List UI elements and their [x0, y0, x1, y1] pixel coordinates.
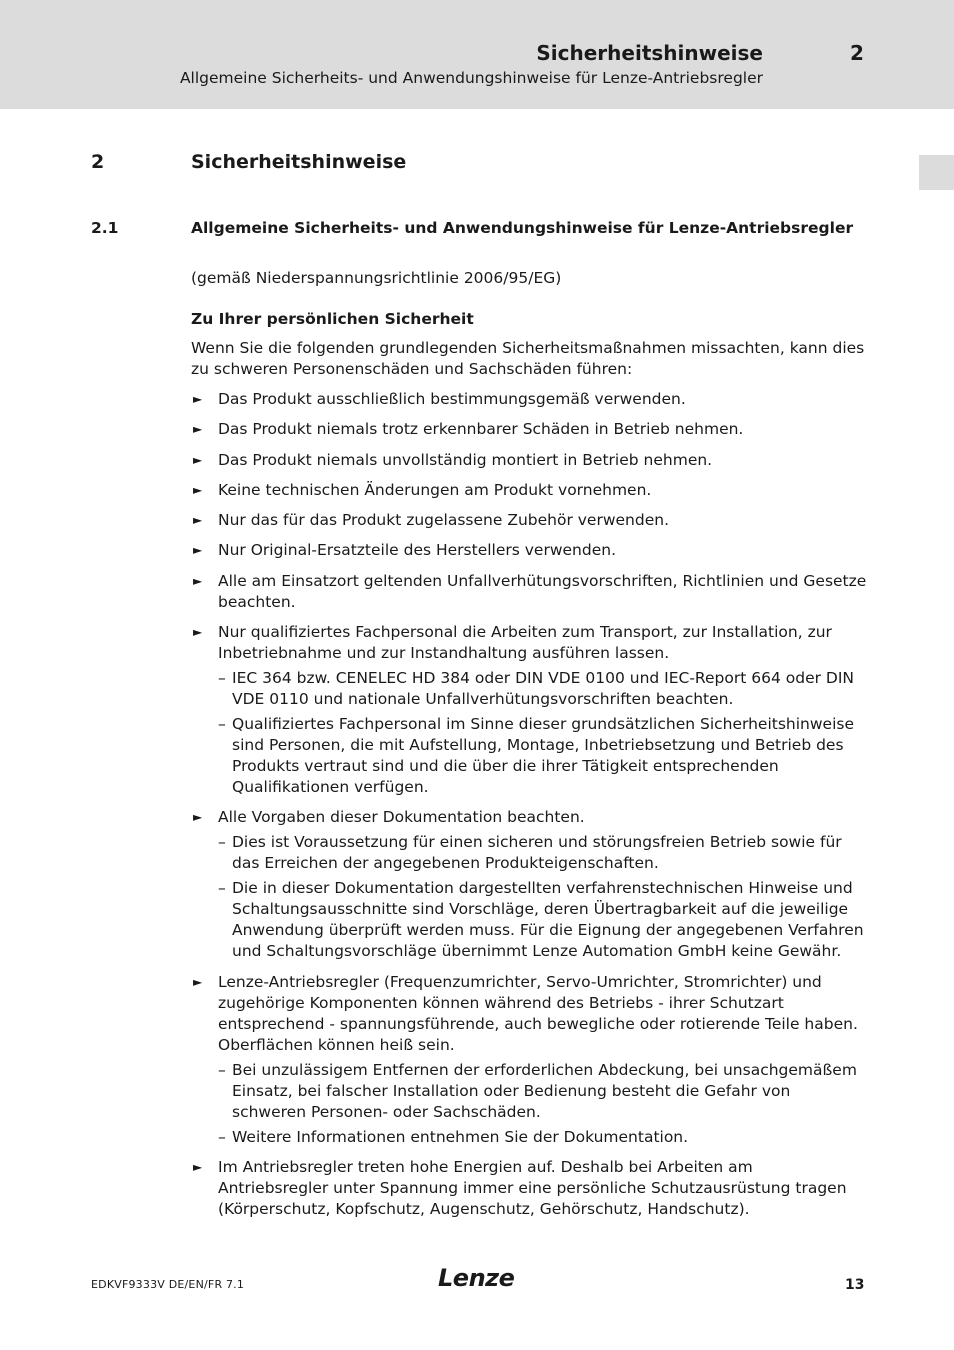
- bullet-text: Nur Original-Ersatzteile des Herstellers verwenden.: [218, 541, 617, 560]
- sub-bullet-list: [218, 1060, 867, 1148]
- directive-note: (gemäß Niederspannungsrichtlinie 2006/95/EG): [191, 269, 562, 287]
- subsection-number: 2.1: [91, 219, 119, 237]
- header-title: Sicherheitshinweise: [536, 41, 763, 65]
- bullet-item: [191, 419, 867, 440]
- bullet-arrow-icon: ►: [193, 810, 203, 825]
- bullet-arrow-icon: ►: [193, 573, 203, 588]
- footer-document-id: EDKVF9333V DE/EN/FR 7.1: [91, 1278, 245, 1291]
- dash-marker: –: [218, 715, 226, 734]
- bullet-arrow-icon: ►: [193, 625, 203, 640]
- bullet-text: Keine technischen Änderungen am Produkt vornehmen.: [218, 480, 652, 499]
- sub-bullet-list: [218, 668, 867, 798]
- dash-marker: –: [218, 1060, 226, 1079]
- bullet-item: [191, 480, 867, 501]
- sub-bullet-text: Qualifiziertes Fachpersonal im Sinne dieser grundsätzlichen Sicherheitshinweise sind Personen, die mit Aufstellung, Montage, Inbetriebsetzung und Betrieb des Produkts vertraut sind und die über die ihrer Tätigkeit entsprechenden Qualifikationen verfügen.: [232, 715, 855, 797]
- body-content: [191, 268, 867, 1229]
- header-chapter-number: 2: [850, 41, 864, 65]
- bullet-arrow-icon: ►: [193, 974, 203, 989]
- header-subtitle: Allgemeine Sicherheits- und Anwendungshinweise für Lenze-Antriebsregler: [179, 69, 763, 87]
- subsection-title: Allgemeine Sicherheits- und Anwendungshinweise für Lenze-Antriebsregler: [191, 219, 854, 237]
- bullet-item: [191, 510, 867, 531]
- sub-bullet-item: [218, 668, 867, 710]
- sub-bullet-item: [218, 714, 867, 798]
- dash-marker: –: [218, 879, 226, 898]
- section-number: 2: [91, 151, 105, 173]
- bullet-item: [191, 972, 867, 1148]
- bullet-item: [191, 1157, 867, 1220]
- sub-bullet-text: Die in dieser Dokumentation dargestellten verfahrenstechnischen Hinweise und Schaltungsausschnitte sind Vorschläge, deren Übertragbarkeit auf die jeweilige Anwendung überprüft werden muss. Für die Eignung der angegebenen Verfahren und Schaltungsvorschläge übernimmt Lenze Automation GmbH keine Gewähr.: [232, 879, 864, 961]
- bullet-item: [191, 389, 867, 410]
- sub-bullet-text: Bei unzulässigem Entfernen der erforderlichen Abdeckung, bei unsachgemäßem Einsatz, bei falscher Installation oder Bedienung besteht die Gefahr von schweren Personen- oder Sachschäden.: [232, 1060, 857, 1121]
- bullet-item: [191, 571, 867, 613]
- bullet-arrow-icon: ►: [193, 452, 203, 467]
- bullet-text: Alle Vorgaben dieser Dokumentation beachten.: [218, 808, 585, 827]
- page-header: [0, 0, 954, 109]
- bullet-item: [191, 450, 867, 471]
- bullet-item: [191, 807, 867, 962]
- subheading: Zu Ihrer persönlichen Sicherheit: [191, 310, 474, 328]
- sub-bullet-text: IEC 364 bzw. CENELEC HD 384 oder DIN VDE 0100 und IEC-Report 664 oder DIN VDE 0110 und nationale Unfallverhütungsvorschriften beachten.: [232, 669, 855, 709]
- sub-bullet-item: [218, 1060, 867, 1123]
- bullet-arrow-icon: ►: [193, 422, 203, 437]
- sub-bullet-item: [218, 832, 867, 874]
- sub-bullet-text: Dies ist Voraussetzung für einen sicheren und störungsfreien Betrieb sowie für das Erreichen der angegebenen Produkteigenschaften.: [232, 833, 842, 873]
- dash-marker: –: [218, 1127, 226, 1146]
- bullet-text: Das Produkt niemals trotz erkennbarer Schäden in Betrieb nehmen.: [218, 420, 744, 439]
- dash-marker: –: [218, 833, 226, 852]
- page-number: 13: [845, 1277, 865, 1293]
- safety-bullet-list: [191, 389, 867, 1220]
- bullet-arrow-icon: ►: [193, 1159, 203, 1174]
- sub-bullet-text: Weitere Informationen entnehmen Sie der Dokumentation.: [232, 1127, 689, 1146]
- chapter-tab-marker: [919, 155, 954, 190]
- intro-paragraph: Wenn Sie die folgenden grundlegenden Sicherheitsmaßnahmen missachten, kann dies zu schweren Personenschäden und Sachschäden führen:: [191, 339, 865, 378]
- bullet-arrow-icon: ►: [193, 392, 203, 406]
- bullet-text: Im Antriebsregler treten hohe Energien auf. Deshalb bei Arbeiten am Antriebsregler unter Spannung immer eine persönliche Schutzausrüstung tragen (Körperschutz, Kopfschutz, Augenschutz, Gehörschutz, Handschutz).: [218, 1157, 847, 1218]
- sub-bullet-item: [218, 1127, 867, 1148]
- bullet-text: Nur qualifiziertes Fachpersonal die Arbeiten zum Transport, zur Installation, zur Inbetriebnahme und zur Instandhaltung ausführen lassen.: [218, 623, 832, 663]
- bullet-text: Das Produkt niemals unvollständig montiert in Betrieb nehmen.: [218, 450, 713, 469]
- bullet-text: Nur das für das Produkt zugelassene Zubehör verwenden.: [218, 511, 669, 530]
- sub-bullet-item: [218, 878, 867, 962]
- dash-marker: –: [218, 669, 226, 688]
- bullet-text: Alle am Einsatzort geltenden Unfallverhütungsvorschriften, Richtlinien und Gesetze beachten.: [218, 571, 867, 611]
- bullet-item: [191, 540, 867, 561]
- bullet-text: Lenze-Antriebsregler (Frequenzumrichter, Servo-Umrichter, Stromrichter) und zugehörige Komponenten können während des Betriebs - ihrer Schutzart entsprechend - spannungsführende, auch bewegliche oder rotierende Teile haben. Oberflächen können heiß sein.: [218, 972, 858, 1054]
- sub-bullet-list: [218, 832, 867, 962]
- bullet-arrow-icon: ►: [193, 513, 203, 528]
- lenze-logo: Lenze: [438, 1264, 515, 1292]
- bullet-item: [191, 622, 867, 798]
- bullet-arrow-icon: ►: [193, 543, 203, 558]
- bullet-arrow-icon: ►: [193, 482, 203, 497]
- bullet-text: Das Produkt ausschließlich bestimmungsgemäß verwenden.: [218, 390, 686, 408]
- section-title: Sicherheitshinweise: [191, 151, 407, 173]
